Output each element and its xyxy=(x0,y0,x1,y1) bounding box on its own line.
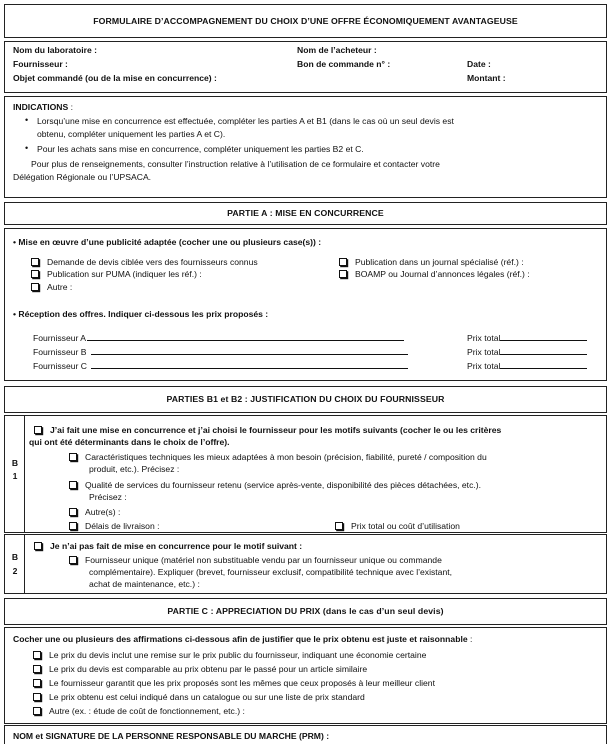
checkbox-icon[interactable] xyxy=(33,665,41,673)
b1-service-option[interactable]: Qualité de services du fournisseur retenu (service après-vente, disponibilité des pièces détachées, etc.). xyxy=(69,480,481,491)
amount-label: Montant : xyxy=(467,73,506,83)
checkbox-icon[interactable] xyxy=(339,258,347,266)
supplier-label: Fournisseur : xyxy=(13,59,68,69)
supplier-b-row[interactable]: Fournisseur B xyxy=(33,347,408,358)
checkbox-icon[interactable] xyxy=(31,258,39,266)
b2-sole-supplier-line-2: complémentaire). Expliquer (brevet, fournisseur exclusif, compatibilité technique avec l’existant, xyxy=(89,567,453,577)
b2-main-option[interactable]: Je n’ai pas fait de mise en concurrence pour le motif suivant : xyxy=(34,541,302,552)
checkbox-icon[interactable] xyxy=(33,707,41,715)
info-section xyxy=(4,41,607,93)
price-b-field[interactable] xyxy=(500,347,587,355)
order-object-label: Objet commandé (ou de la mise en concurrence) : xyxy=(13,73,217,83)
part-c-header xyxy=(4,598,607,625)
b1-delivery-option[interactable]: Délais de livraison : xyxy=(69,521,160,532)
signature-section xyxy=(4,725,607,744)
part-b-title: PARTIES B1 et B2 : JUSTIFICATION DU CHOIX DU FOURNISSEUR xyxy=(166,394,445,405)
b1-label-letter: B xyxy=(11,458,19,468)
form-title-text: FORMULAIRE D’ACCOMPAGNEMENT DU CHOIX D’UNE OFFRE ÉCONOMIQUEMENT AVANTAGEUSE xyxy=(93,15,518,26)
indication-1-line-1: Lorsqu’une mise en concurrence est effectuée, compléter les parties A et B1 (dans le cas où un seul devis est xyxy=(37,116,454,126)
b1-technical-line-2: produit, etc.). Précisez : xyxy=(89,464,180,474)
supplier-c-field[interactable] xyxy=(91,361,408,369)
b1-price-option[interactable]: Prix total ou coût d’utilisation xyxy=(335,521,460,532)
indications-section xyxy=(4,96,607,198)
part-b2-section xyxy=(4,534,607,594)
supplier-a-row[interactable]: Fournisseur A xyxy=(33,333,404,344)
checkbox-icon[interactable] xyxy=(33,651,41,659)
checkbox-icon[interactable] xyxy=(69,453,77,461)
publicity-heading: • Mise en œuvre d’une publicité adaptée (cocher une ou plusieurs case(s)) : xyxy=(13,237,322,247)
part-c-title: PARTIE C : APPRECIATION DU PRIX (dans le cas d’un seul devis) xyxy=(167,606,444,617)
part-a-section xyxy=(4,228,607,381)
part-c-section xyxy=(4,627,607,724)
order-number-label: Bon de commande n° : xyxy=(297,59,391,69)
lab-name-label: Nom du laboratoire : xyxy=(13,45,98,55)
indications-heading: INDICATIONS : xyxy=(13,102,74,112)
b1-service-line-2: Précisez : xyxy=(89,492,127,502)
b1-main-line-2: qui ont été déterminants dans le choix de l’offre). xyxy=(29,437,230,447)
price-claim-4[interactable]: Le prix obtenu est celui indiqué dans un catalogue ou sur une liste de prix standard xyxy=(33,692,365,703)
bullet-icon: • xyxy=(25,143,29,153)
checkbox-icon[interactable] xyxy=(69,481,77,489)
supplier-b-field[interactable] xyxy=(91,347,408,355)
indication-2: Pour les achats sans mise en concurrence, compléter uniquement les parties B2 et C. xyxy=(37,144,364,154)
price-claim-5[interactable]: Autre (ex. : étude de coût de fonctionnement, etc.) : xyxy=(33,706,245,717)
price-b-row[interactable]: Prix total xyxy=(467,347,587,358)
price-claim-2[interactable]: Le prix du devis est comparable au prix obtenu par le passé pour un article similaire xyxy=(33,664,367,675)
checkbox-icon[interactable] xyxy=(33,679,41,687)
reception-heading: • Réception des offres. Indiquer ci-dessous les prix proposés : xyxy=(13,309,269,319)
checkbox-icon[interactable] xyxy=(34,426,42,434)
form-page xyxy=(4,4,607,744)
b1-label-number: 1 xyxy=(12,471,18,481)
checkbox-icon[interactable] xyxy=(31,283,39,291)
b1-other-option[interactable]: Autre(s) : xyxy=(69,507,120,518)
checkbox-icon[interactable] xyxy=(339,270,347,278)
b2-label-letter: B xyxy=(11,552,19,562)
option-other[interactable]: Autre : xyxy=(31,282,72,293)
checkbox-icon[interactable] xyxy=(69,508,77,516)
checkbox-icon[interactable] xyxy=(335,522,343,530)
option-targeted-quotes[interactable]: Demande de devis ciblée vers des fournisseurs connus xyxy=(31,257,258,268)
price-a-field[interactable] xyxy=(500,333,587,341)
b1-main-option[interactable]: J’ai fait une mise en concurrence et j’ai choisi le fournisseur pour les motifs suivants (cocher le ou les critères xyxy=(34,425,501,436)
checkbox-icon[interactable] xyxy=(69,556,77,564)
supplier-c-row[interactable]: Fournisseur C xyxy=(33,361,408,372)
bullet-icon: • xyxy=(25,115,29,125)
price-c-row[interactable]: Prix total xyxy=(467,361,587,372)
price-c-field[interactable] xyxy=(500,361,587,369)
b1-side-column xyxy=(5,416,25,532)
buyer-name-label: Nom de l’acheteur : xyxy=(297,45,377,55)
indications-paragraph-line-1: Pour plus de renseignements, consulter l’instruction relative à l’utilisation de ce formulaire et contacter votre xyxy=(31,159,440,169)
b2-sole-supplier-line-3: achat de maintenance, etc.) : xyxy=(89,579,200,589)
checkbox-icon[interactable] xyxy=(69,522,77,530)
part-b-header xyxy=(4,386,607,413)
checkbox-icon[interactable] xyxy=(34,542,42,550)
signature-label: NOM et SIGNATURE DE LA PERSONNE RESPONSABLE DU MARCHE (PRM) : xyxy=(13,731,330,741)
part-a-title: PARTIE A : MISE EN CONCURRENCE xyxy=(227,208,384,219)
indications-paragraph-line-2: Délégation Régionale ou l’UPSACA. xyxy=(13,172,152,182)
price-a-row[interactable]: Prix total xyxy=(467,333,587,344)
b1-technical-option[interactable]: Caractéristiques techniques les mieux adaptées à mon besoin (précision, fiabilité, pureté / composition du xyxy=(69,452,487,463)
price-claim-3[interactable]: Le fournisseur garantit que les prix proposés sont les mêmes que ceux proposés à leur meilleur client xyxy=(33,678,435,689)
option-specialized-journal[interactable]: Publication dans un journal spécialisé (réf.) : xyxy=(339,257,524,268)
option-boamp[interactable]: BOAMP ou Journal d’annonces légales (réf.) : xyxy=(339,269,530,280)
checkbox-icon[interactable] xyxy=(31,270,39,278)
option-puma[interactable]: Publication sur PUMA (indiquer les réf.) : xyxy=(31,269,202,280)
part-b1-section xyxy=(4,415,607,533)
b2-side-column xyxy=(5,535,25,593)
part-a-header xyxy=(4,202,607,225)
b2-sole-supplier-option[interactable]: Fournisseur unique (matériel non substituable vendu par un fournisseur unique ou commande xyxy=(69,555,442,566)
date-label: Date : xyxy=(467,59,491,69)
indication-1-line-2: obtenu, compléter uniquement les parties A et C). xyxy=(37,129,226,139)
form-title xyxy=(4,4,607,38)
checkbox-icon[interactable] xyxy=(33,693,41,701)
price-claim-1[interactable]: Le prix du devis inclut une remise sur le prix public du fournisseur, indiquant une économie certaine xyxy=(33,650,426,661)
supplier-a-field[interactable] xyxy=(87,333,404,341)
b2-label-number: 2 xyxy=(12,566,18,576)
part-c-intro: Cocher une ou plusieurs des affirmations ci-dessous afin de justifier que le prix obtenu est juste et raisonnable : xyxy=(13,634,473,644)
